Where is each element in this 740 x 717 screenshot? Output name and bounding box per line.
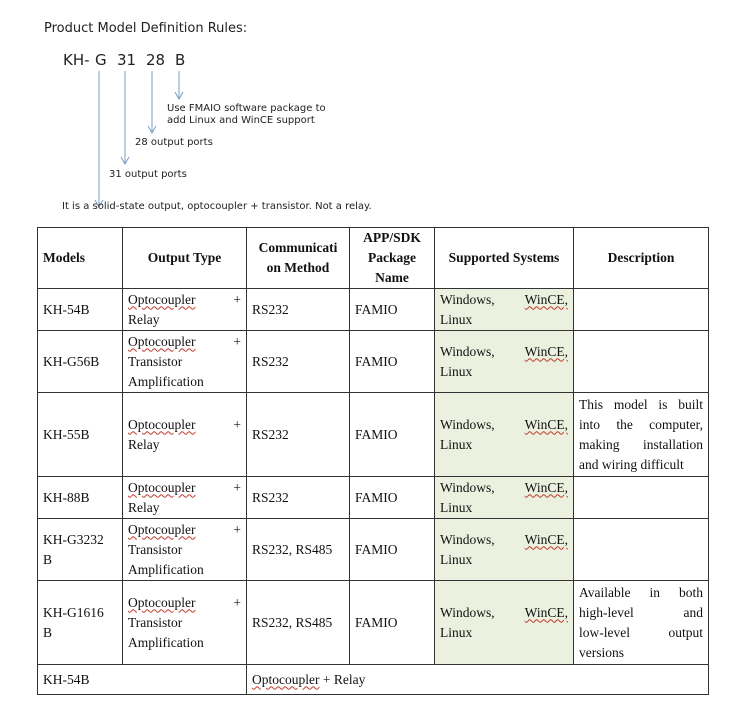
footer-optocoupler: Optocoupler: [252, 671, 320, 687]
cell-systems: [435, 581, 574, 665]
cell-app: FAMIO: [350, 289, 435, 331]
cell-model: [38, 519, 123, 581]
systems-line: [440, 290, 568, 310]
description-line: high-level and: [579, 604, 703, 620]
model-part-suffix: B: [175, 51, 186, 69]
output-line: [128, 478, 241, 498]
systems-line: [440, 478, 568, 498]
output-optocoupler: Optocoupler: [128, 291, 196, 307]
output-plus: +: [233, 416, 241, 432]
annotation-software-line1: Use FMAIO software package to: [167, 103, 326, 114]
cell-description: [574, 519, 709, 581]
footer-relay: + Relay: [319, 671, 366, 687]
description-line: into the computer,: [579, 416, 703, 432]
output-line: Amplification: [128, 634, 204, 650]
output-optocoupler: Optocoupler: [128, 594, 196, 610]
system-wince: WinCE,: [524, 604, 568, 620]
output-line: Transistor: [128, 614, 183, 630]
cell-model: [38, 289, 123, 331]
output-line: [128, 290, 241, 310]
table-header-row: [38, 228, 709, 289]
model-part-outputs-a: 31: [117, 51, 137, 69]
header-comm-line: on Method: [266, 260, 330, 275]
spec-table: [37, 227, 709, 695]
output-plus: +: [233, 333, 241, 349]
system-wince: WinCE,: [524, 479, 568, 495]
cell-description: [574, 289, 709, 331]
header-comm-line: Communicati: [258, 240, 338, 255]
cell-comm: RS232, RS485: [247, 519, 350, 581]
table-row: [38, 581, 709, 665]
model-part-outputs-b: 28: [146, 51, 166, 69]
output-optocoupler: Optocoupler: [128, 416, 196, 432]
cell-description: [574, 393, 709, 477]
system-linux: Linux: [440, 499, 473, 515]
header-description: Description: [574, 228, 709, 289]
system-windows: Windows,: [440, 531, 495, 547]
arrow-lines: [0, 0, 740, 225]
system-linux: Linux: [440, 311, 473, 327]
cell-comm: RS232: [247, 331, 350, 393]
model-part-prefix: KH-: [63, 51, 90, 69]
output-optocoupler: Optocoupler: [128, 333, 196, 349]
model-text: KH-G56B: [43, 353, 100, 369]
cell-output-type: [123, 581, 247, 665]
model-text: KH-55B: [43, 426, 90, 442]
cell-description: [574, 331, 709, 393]
table-row: [38, 519, 709, 581]
cell-systems: [435, 289, 574, 331]
cell-model: [38, 581, 123, 665]
cell-app: FAMIO: [350, 393, 435, 477]
cell-comm: RS232, RS485: [247, 581, 350, 665]
cell-model: [38, 477, 123, 519]
header-app-line: APP/SDK: [363, 230, 421, 245]
output-line: Transistor: [128, 353, 183, 369]
model-text: KH-G1616: [43, 604, 104, 620]
cell-output-type: [123, 477, 247, 519]
model-text: B: [43, 551, 53, 567]
header-app-line: Name: [375, 270, 409, 285]
system-windows: Windows,: [440, 604, 495, 620]
systems-line: [440, 603, 568, 623]
cell-comm: RS232: [247, 393, 350, 477]
cell-output-type: [123, 289, 247, 331]
header-comm-method: [247, 228, 350, 289]
system-linux: Linux: [440, 551, 473, 567]
system-wince: WinCE,: [524, 416, 568, 432]
output-line: Amplification: [128, 373, 204, 389]
description-line: Available in both: [579, 584, 703, 600]
cell-systems: [435, 477, 574, 519]
table-row: [38, 393, 709, 477]
output-line: Relay: [128, 311, 160, 327]
model-text: B: [43, 624, 53, 640]
cell-app: FAMIO: [350, 331, 435, 393]
table-row: [38, 331, 709, 393]
description-line: low-level output: [579, 624, 703, 640]
table-row: [38, 289, 709, 331]
footer-model: KH-54B: [38, 665, 247, 695]
system-windows: Windows,: [440, 291, 495, 307]
header-models: Models: [38, 228, 123, 289]
cell-output-type: [123, 393, 247, 477]
system-linux: Linux: [440, 363, 473, 379]
output-line: Amplification: [128, 561, 204, 577]
cell-app: FAMIO: [350, 477, 435, 519]
table-row: [38, 477, 709, 519]
output-plus: +: [233, 521, 241, 537]
output-plus: +: [233, 479, 241, 495]
system-linux: Linux: [440, 436, 473, 452]
cell-description: [574, 581, 709, 665]
output-line: [128, 415, 241, 435]
cell-app: FAMIO: [350, 581, 435, 665]
output-optocoupler: Optocoupler: [128, 479, 196, 495]
table-footer-row: [38, 665, 709, 695]
system-linux: Linux: [440, 624, 473, 640]
output-plus: +: [233, 291, 241, 307]
model-text: KH-54B: [43, 301, 90, 317]
cell-app: FAMIO: [350, 519, 435, 581]
footer-output: [247, 665, 709, 695]
model-part-series: G: [95, 51, 107, 69]
system-wince: WinCE,: [524, 343, 568, 359]
description-line: making installation: [579, 436, 703, 452]
output-line: [128, 593, 241, 613]
output-line: Relay: [128, 499, 160, 515]
system-wince: WinCE,: [524, 291, 568, 307]
page-title: Product Model Definition Rules:: [44, 21, 248, 36]
annotation-solid-state: It is a solid-state output, optocoupler + transistor. Not a relay.: [62, 201, 372, 212]
system-windows: Windows,: [440, 343, 495, 359]
header-output-type: Output Type: [123, 228, 247, 289]
cell-comm: RS232: [247, 477, 350, 519]
cell-comm: RS232: [247, 289, 350, 331]
system-windows: Windows,: [440, 416, 495, 432]
cell-model: [38, 331, 123, 393]
cell-model: [38, 393, 123, 477]
annotation-31-ports: 31 output ports: [109, 169, 187, 180]
model-rules-diagram: [0, 0, 740, 225]
systems-line: [440, 342, 568, 362]
cell-output-type: [123, 519, 247, 581]
cell-systems: [435, 519, 574, 581]
output-line: Relay: [128, 436, 160, 452]
model-text: KH-G3232: [43, 531, 104, 547]
header-supported-systems: Supported Systems: [435, 228, 574, 289]
cell-systems: [435, 393, 574, 477]
annotation-software-line2: add Linux and WinCE support: [167, 115, 315, 126]
model-text: KH-88B: [43, 489, 90, 505]
annotation-28-ports: 28 output ports: [135, 137, 213, 148]
system-windows: Windows,: [440, 479, 495, 495]
system-wince: WinCE,: [524, 531, 568, 547]
output-plus: +: [233, 594, 241, 610]
header-app-package: [350, 228, 435, 289]
systems-line: [440, 530, 568, 550]
output-optocoupler: Optocoupler: [128, 521, 196, 537]
output-line: Transistor: [128, 541, 183, 557]
systems-line: [440, 415, 568, 435]
cell-output-type: [123, 331, 247, 393]
output-line: [128, 332, 241, 352]
cell-systems: [435, 331, 574, 393]
description-line: versions: [579, 644, 624, 660]
cell-description: [574, 477, 709, 519]
header-app-line: Package: [368, 250, 416, 265]
output-line: [128, 520, 241, 540]
description-line: and wiring difficult: [579, 456, 684, 472]
description-line: This model is built: [579, 396, 703, 412]
